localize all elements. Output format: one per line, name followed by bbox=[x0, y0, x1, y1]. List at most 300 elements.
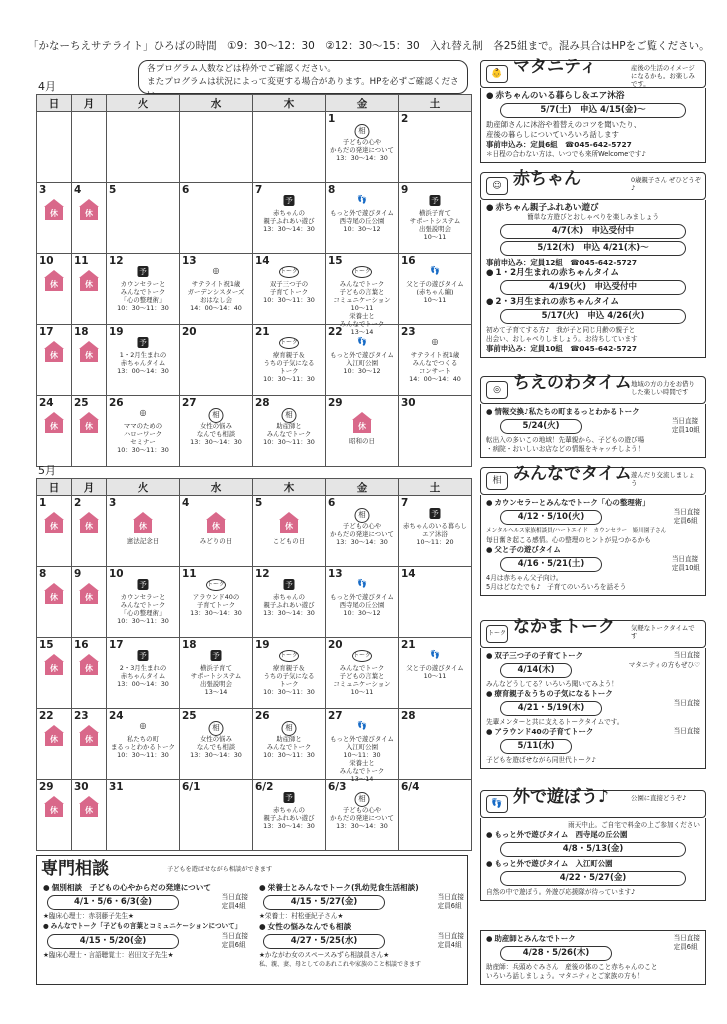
day-number: 2 bbox=[401, 113, 409, 125]
reservation-icon: 予 bbox=[139, 267, 147, 276]
closed-label: 休 bbox=[80, 804, 98, 817]
event-text: 女性の悩み なんでも相談 13：30～14：30 bbox=[190, 735, 242, 759]
day-number: 27 bbox=[328, 710, 343, 722]
calendar-week bbox=[37, 638, 472, 709]
event-text: もっと外で遊びタイム 入江町公園 10～11：30 栄養士と みんなでトーク 13～14 bbox=[330, 735, 394, 783]
day-number: 22 bbox=[328, 326, 343, 338]
calendar-day bbox=[399, 780, 472, 851]
weekday-header: 水 bbox=[180, 479, 253, 496]
april-calendar bbox=[36, 94, 472, 467]
section-sub: 0歳親子さん ぜひどうぞ♪ bbox=[631, 176, 702, 192]
day-number: 8 bbox=[39, 568, 47, 580]
section-title: なかまトーク bbox=[513, 617, 615, 637]
senmon-left bbox=[43, 882, 248, 960]
calendar-day bbox=[37, 183, 72, 254]
weekday-header: 木 bbox=[253, 479, 326, 496]
day-number: 24 bbox=[39, 397, 54, 409]
desc-line: 子どもを遊ばせながら同世代トーク♪ bbox=[486, 756, 596, 764]
talk-icon: トーク bbox=[206, 579, 226, 591]
consult-icon: 相 bbox=[486, 472, 508, 490]
event-text: もっと外で遊びタイム 西寺尾の丘公園 10：30～12 bbox=[330, 593, 394, 617]
desc-line: 毎日奮き起こる感情。心の整理のヒントが見つかるかも bbox=[486, 536, 651, 544]
consultation-icon: 相 bbox=[209, 721, 224, 736]
minna-section bbox=[480, 464, 706, 596]
calendar-day bbox=[72, 112, 107, 183]
calendar-day bbox=[107, 496, 180, 567]
date-pill: 4/27・5/25(水) bbox=[263, 934, 385, 949]
weekday-header: 金 bbox=[326, 95, 399, 112]
calendar-day bbox=[180, 638, 253, 709]
footprints-icon: 👣 bbox=[357, 337, 367, 346]
program-title: ● もっと外で遊びタイム 西寺尾の丘公園 bbox=[486, 830, 700, 840]
program-title: ● 1・2月生まれの赤ちゃんタイム bbox=[486, 268, 700, 278]
event-text: 双子三つ子の 子育てトーク 10：30～11：30 bbox=[263, 280, 315, 304]
capacity-note: 当日直接 定員4組 bbox=[437, 932, 464, 949]
calendar-week bbox=[37, 325, 472, 396]
may-label: 5月 bbox=[38, 464, 56, 477]
calendar-day bbox=[326, 780, 399, 851]
section-sub: 産後の生活のイメージになるかも。お楽しみです。 bbox=[631, 64, 695, 88]
day-number: 6/3 bbox=[328, 781, 347, 793]
calendar-day bbox=[180, 496, 253, 567]
day-number: 6/4 bbox=[401, 781, 420, 793]
date-pill: 4/1・5/6・6/3(金) bbox=[47, 895, 179, 910]
staff: ★臨床心理士：赤羽藤子先生★ bbox=[43, 912, 134, 920]
calendar-day bbox=[37, 780, 72, 851]
calendar-day bbox=[72, 254, 107, 325]
calendar-day bbox=[37, 638, 72, 709]
closed-house-icon bbox=[44, 341, 64, 363]
event-text: 父と子の遊びタイム (赤ちゃん編) 10～11 bbox=[406, 280, 464, 304]
date-pill: 5/17(火) 申込 4/26(火) bbox=[500, 309, 686, 324]
day-number: 8 bbox=[328, 184, 336, 196]
event-text: 女性の悩み なんでも相談 13：30～14：30 bbox=[190, 422, 242, 446]
calendar-day bbox=[37, 396, 72, 467]
calendar-day bbox=[399, 112, 472, 183]
section-title: みんなでタイム bbox=[513, 464, 632, 484]
calendar-day bbox=[253, 638, 326, 709]
desc-line: みんなどうしてる？いろいろ聞いてみよう！ bbox=[486, 680, 618, 688]
day-number: 13 bbox=[328, 568, 343, 580]
calendar-day bbox=[180, 709, 253, 780]
calendar-day bbox=[253, 496, 326, 567]
closed-house-icon bbox=[279, 512, 299, 534]
closed-label: 休 bbox=[45, 420, 63, 433]
staff: ★臨床心理士・言語聴覚士：岩田文子先生★ bbox=[43, 951, 174, 959]
day-number: 25 bbox=[74, 397, 89, 409]
calendar-day bbox=[326, 396, 399, 467]
section-note: 子どもを遊ばせながら相談ができます bbox=[167, 866, 273, 873]
desc-line: 4月は赤ちゃん父子向け。 bbox=[486, 574, 563, 582]
calendar-day bbox=[326, 183, 399, 254]
calendar-week bbox=[37, 112, 472, 183]
day-number: 7 bbox=[255, 184, 263, 196]
program-title: ● 情報交換♪私たちの町まるっとわかるトーク bbox=[486, 407, 700, 417]
closed-house-icon bbox=[79, 725, 99, 747]
rings-icon: ◎ bbox=[431, 337, 439, 346]
consultation-icon: 相 bbox=[282, 721, 297, 736]
day-number: 5 bbox=[109, 184, 117, 196]
closed-house-icon bbox=[79, 270, 99, 292]
day-number: 1 bbox=[39, 497, 47, 509]
event-text: ママのための ハローワーク セミナー 10：30～11：30 bbox=[117, 422, 169, 454]
event-text: サテライト祝1歳 ガーデンシスターズ おはなし会 14：00～14：40 bbox=[187, 280, 245, 312]
program-title: ● 赤ちゃん親子ふれあい遊び bbox=[486, 203, 700, 213]
desc-line: 助産師：兵頭めぐみさん 産後の体のこと赤ちゃんのこと bbox=[486, 963, 658, 971]
calendar-week bbox=[37, 396, 472, 467]
closed-label: 休 bbox=[45, 804, 63, 817]
program-title: ● 女性の悩みなんでも相談 bbox=[259, 921, 464, 932]
day-number: 12 bbox=[255, 568, 270, 580]
calendar-day bbox=[399, 183, 472, 254]
event-text: 赤ちゃんのいる暮らし エア沐浴 10～11：20 bbox=[403, 522, 467, 546]
calendar-day bbox=[180, 325, 253, 396]
section-title: マタニティ bbox=[513, 57, 597, 77]
day-number: 14 bbox=[255, 255, 270, 267]
capacity-note: 当日直接 定員10組 bbox=[671, 417, 700, 434]
footprints-icon: 👣 bbox=[430, 650, 440, 659]
closed-label: 休 bbox=[45, 207, 63, 220]
day-number: 22 bbox=[39, 710, 54, 722]
day-number: 27 bbox=[182, 397, 197, 409]
calendar-day bbox=[253, 183, 326, 254]
day-number: 7 bbox=[401, 497, 409, 509]
calendar-day bbox=[326, 638, 399, 709]
section-sub: 地域の方の力をお借りした楽しい時間です bbox=[631, 380, 695, 396]
day-number: 17 bbox=[39, 326, 54, 338]
consultation-icon: 相 bbox=[355, 792, 370, 807]
event-text: 私たちの町 まるっとわかるトーク 10：30～11：30 bbox=[111, 735, 175, 759]
day-number: 6 bbox=[328, 497, 336, 509]
closed-label: 休 bbox=[80, 520, 98, 533]
closed-house-icon bbox=[79, 512, 99, 534]
weekday-header: 日 bbox=[37, 95, 72, 112]
notice-line: 各プログラム人数などは枠外でご確認ください。 bbox=[147, 64, 336, 74]
day-number: 30 bbox=[74, 781, 89, 793]
date-pill: 4/15・5/27(金) bbox=[263, 895, 385, 910]
calendar-day bbox=[399, 567, 472, 638]
day-number: 19 bbox=[109, 326, 124, 338]
calendar-day bbox=[107, 638, 180, 709]
day-number: 11 bbox=[182, 568, 197, 580]
event-text: 子どもの心や からだの発達について 13：30～14：30 bbox=[330, 522, 394, 546]
day-number: 26 bbox=[109, 397, 124, 409]
day-number: 29 bbox=[39, 781, 54, 793]
day-number: 24 bbox=[109, 710, 124, 722]
event-text: カウンセラーと みんなでトーク 「心の整理術」 10：30～11：30 bbox=[117, 593, 169, 625]
day-number: 14 bbox=[401, 568, 416, 580]
day-number: 17 bbox=[109, 639, 124, 651]
calendar-day bbox=[326, 709, 399, 783]
day-number: 28 bbox=[401, 710, 416, 722]
capacity-note: 当日直接 bbox=[673, 727, 700, 735]
closed-house-icon bbox=[79, 796, 99, 818]
calendar-day bbox=[107, 112, 180, 183]
desc-line: 産後の暮らしについていろいろ話します bbox=[486, 130, 619, 139]
closed-house-icon bbox=[79, 412, 99, 434]
event-text: カウンセラーと みんなでトーク 「心の整理術」 10：30～11：30 bbox=[117, 280, 169, 312]
calendar-day bbox=[180, 567, 253, 638]
reservation-icon: 予 bbox=[212, 651, 220, 660]
closed-house-icon bbox=[133, 512, 153, 534]
closed-house-icon bbox=[79, 654, 99, 676]
calendar-day bbox=[326, 496, 399, 567]
calendar-day bbox=[399, 496, 472, 567]
josanshi-section bbox=[480, 930, 706, 985]
day-number: 16 bbox=[401, 255, 416, 267]
calendar-day bbox=[107, 183, 180, 254]
calendar-day bbox=[180, 780, 253, 851]
day-number: 6/2 bbox=[255, 781, 274, 793]
senmon-right bbox=[259, 882, 464, 969]
staff: ★栄養士：村松亜紀子さん★ bbox=[259, 912, 344, 920]
section-title: 専門相談 bbox=[41, 859, 109, 879]
section-sub: 公園に直接どうぞ♪ bbox=[631, 794, 687, 802]
closed-house-icon bbox=[44, 583, 64, 605]
calendar-day bbox=[72, 567, 107, 638]
day-number: 10 bbox=[39, 255, 54, 267]
calendar-day bbox=[107, 709, 180, 780]
calendar-day bbox=[180, 254, 253, 325]
weekday-header: 火 bbox=[107, 95, 180, 112]
day-number: 20 bbox=[182, 326, 197, 338]
date-pill: 4/21・5/19(木) bbox=[500, 701, 602, 716]
date-pill: 5/24(火) bbox=[500, 419, 582, 434]
calendar-day bbox=[253, 325, 326, 396]
closed-house-icon bbox=[44, 796, 64, 818]
closed-label: 休 bbox=[80, 591, 98, 604]
calendar-day bbox=[253, 780, 326, 851]
event-text: 横浜子育て サポートシステム 出張説明会 13～14 bbox=[190, 664, 242, 696]
day-number: 31 bbox=[109, 781, 124, 793]
capacity-note: 当日直接 bbox=[673, 699, 700, 707]
staff: ★かながわ女のスペースみずら相談員さん★ bbox=[259, 951, 390, 959]
day-number: 21 bbox=[255, 326, 270, 338]
event-text: 子どもの心や からだの発達について 13：30～14：30 bbox=[330, 138, 394, 162]
day-number: 20 bbox=[328, 639, 343, 651]
capacity-note: 当日直接 定員4組 bbox=[221, 893, 248, 910]
date-pill: 4/14(木) bbox=[500, 663, 572, 678]
footprints-icon: 👣 bbox=[486, 795, 508, 813]
day-number: 4 bbox=[74, 184, 82, 196]
event-text: みんなでトーク 子どもの言葉と コミュニケーション 10～11 bbox=[333, 664, 391, 696]
program-title: ● アラウンド40の子育てトーク bbox=[486, 727, 593, 737]
day-number: 15 bbox=[328, 255, 343, 267]
event-text: アラウンド40の 子育てトーク 13：30～14：30 bbox=[190, 593, 242, 617]
notice-line: またプログラムは状況によって変更する場合があります。HPを必ずご確認くださ bbox=[147, 77, 459, 87]
weekday-header: 土 bbox=[399, 479, 472, 496]
footprints-icon: 👣 bbox=[357, 579, 367, 588]
rings-icon: ◎ bbox=[139, 408, 147, 417]
program-title: ● 療育親子＆うちの子気になるトーク bbox=[486, 689, 613, 699]
closed-label: 休 bbox=[45, 520, 63, 533]
calendar-day bbox=[107, 780, 180, 851]
baby-section bbox=[480, 169, 706, 358]
footer: 事前申込み：定員6組 ☎045-642-5727 bbox=[486, 140, 632, 149]
capacity-note: 当日直接 定員6組 bbox=[221, 932, 248, 949]
closed-house-icon bbox=[79, 583, 99, 605]
event-text: 療育親子＆ うちの子気になる トーク 10：30～11：30 bbox=[263, 664, 315, 696]
calendar-day bbox=[326, 112, 399, 183]
program-title: ● 父と子の遊びタイム bbox=[486, 545, 700, 555]
calendar-week bbox=[37, 780, 472, 851]
program-title: ● 栄養士とみんなでトーク(乳幼児食生活相談) bbox=[259, 882, 464, 893]
day-number: 2 bbox=[74, 497, 82, 509]
event-text: 助産師と みんなでトーク 10：30～11：30 bbox=[263, 735, 315, 759]
calendar-day bbox=[326, 325, 399, 396]
day-number: 6/1 bbox=[182, 781, 201, 793]
calendar-day bbox=[37, 567, 72, 638]
desc-line: 出会い、おしゃべりしましょう。お待ちしています bbox=[486, 335, 638, 343]
reservation-icon: 予 bbox=[285, 196, 293, 205]
calendar-day bbox=[399, 709, 472, 780]
day-number: 13 bbox=[182, 255, 197, 267]
event-text: みんなでトーク 子どもの言葉と コミュニケーション 10～11 栄養士と みんなでトーク 13～14 bbox=[333, 280, 391, 336]
talk-icon: トーク bbox=[352, 650, 372, 662]
closed-house-icon bbox=[206, 512, 226, 534]
date-pill: 5/11(水) bbox=[500, 739, 572, 754]
calendar-day bbox=[72, 780, 107, 851]
weekday-header: 木 bbox=[253, 95, 326, 112]
notice-box bbox=[138, 60, 468, 94]
footprints-icon: 👣 bbox=[357, 195, 367, 204]
capacity-note: 当日直接 定員10組 bbox=[671, 555, 700, 572]
closed-label: 休 bbox=[80, 662, 98, 675]
calendar-day bbox=[72, 496, 107, 567]
calendar-day bbox=[253, 112, 326, 183]
desc-line: いろいろ話しましょう。マタニティとご家族の方も！ bbox=[486, 972, 644, 980]
closed-label: 休 bbox=[207, 520, 225, 533]
calendar-day bbox=[107, 254, 180, 325]
closed-label: 休 bbox=[280, 520, 298, 533]
footprints-icon: 👣 bbox=[357, 721, 367, 730]
program-title: ● カウンセラーとみんなでトーク「心の整理術」 bbox=[486, 498, 700, 508]
section-sub: 気軽なトークタイムです bbox=[631, 624, 695, 640]
date-pill: 5/12(木) 申込 4/21(木)～ bbox=[500, 241, 686, 256]
event-text: サテライト祝1歳 みんなでつくる コンサート 14：00～14：40 bbox=[409, 351, 461, 383]
desc-line: 5月はどなたでも♪ 子育てのいろいろを話そう bbox=[486, 583, 627, 591]
calendar-day bbox=[253, 396, 326, 467]
closed-label: 休 bbox=[45, 349, 63, 362]
calendar-day bbox=[107, 325, 180, 396]
day-number: 19 bbox=[255, 639, 270, 651]
closed-label: 休 bbox=[353, 420, 371, 433]
calendar-week bbox=[37, 183, 472, 254]
closed-label: 休 bbox=[80, 733, 98, 746]
calendar-day bbox=[37, 496, 72, 567]
closed-label: 休 bbox=[134, 520, 152, 533]
holiday-name: 憲法記念日 bbox=[126, 537, 160, 545]
date-pill: 5/7(土) 申込 4/15(金)～ bbox=[500, 103, 686, 118]
event-text: 赤ちゃんの 親子ふれあい遊び 13：30～14：30 bbox=[263, 806, 315, 830]
event-text: 療育親子＆ うちの子気になる トーク 10：30～11：30 bbox=[263, 351, 315, 383]
desc-line: マタニティの方もぜひ♡ bbox=[628, 661, 700, 669]
consultation-icon: 相 bbox=[282, 408, 297, 423]
calendar-day bbox=[37, 112, 72, 183]
reservation-icon: 予 bbox=[285, 793, 293, 802]
desc-line: 助産師さんに沐浴や着替えのコツを聞いたり、 bbox=[486, 120, 642, 129]
calendar-day bbox=[107, 567, 180, 638]
desc-line: 転出入の多いこの地域！先輩親から、子どもの遊び場 bbox=[486, 436, 645, 444]
section-title: ちえのわタイム bbox=[513, 373, 632, 393]
rings-icon: ◎ bbox=[139, 721, 147, 730]
date-pill: 4/12・5/10(火) bbox=[500, 510, 602, 525]
reservation-icon: 予 bbox=[139, 338, 147, 347]
footer-note: ＊日程の合わない方は、いつでも来所Welcomeです♪ bbox=[486, 150, 646, 158]
event-text: 1・2月生まれの 赤ちゃんタイム 13：00～14：30 bbox=[117, 351, 169, 375]
capacity-note: 当日直接 bbox=[673, 651, 700, 659]
reservation-icon: 予 bbox=[431, 509, 439, 518]
april-label: 4月 bbox=[38, 80, 56, 93]
day-number: 23 bbox=[401, 326, 416, 338]
program-title: ● 個別相談 子どもの心やからだの発達について bbox=[43, 882, 248, 893]
capacity-note: 当日直接 定員6組 bbox=[673, 934, 700, 951]
footer: 自然の中で遊ぼう。外遊び応援隊が待っています♪ bbox=[486, 888, 636, 896]
program-title: ● 2・3月生まれの赤ちゃんタイム bbox=[486, 297, 700, 307]
capacity-note: 当日直接 定員6組 bbox=[673, 508, 700, 525]
date-pill: 4/28・5/26(木) bbox=[500, 946, 612, 961]
senmon-section bbox=[36, 855, 468, 985]
closed-house-icon bbox=[44, 512, 64, 534]
header-text: 「かなーちえサテライト」ひろばの時間 ①9：30～12：30 ②12：30～15：30 入れ替え制 各25組まで。混み具合はHPをご覧ください。 bbox=[28, 40, 710, 52]
calendar-day bbox=[180, 396, 253, 467]
section-sub: 遊んだり交流しましょう bbox=[631, 471, 695, 487]
talk-icon: トーク bbox=[279, 650, 299, 662]
footer: 事前申込み：定員10組 ☎045-642-5727 bbox=[486, 344, 637, 353]
footer: 事前申込み：定員12組 ☎045-642-5727 bbox=[486, 258, 637, 267]
talk-icon: トーク bbox=[486, 625, 508, 643]
calendar-day bbox=[253, 709, 326, 780]
closed-label: 休 bbox=[45, 278, 63, 291]
day-number: 26 bbox=[255, 710, 270, 722]
program-title: ● 助産師とみんなでトーク bbox=[486, 934, 576, 952]
weekday-header: 日 bbox=[37, 479, 72, 496]
section-title: 赤ちゃん bbox=[513, 169, 581, 189]
reservation-icon: 予 bbox=[139, 580, 147, 589]
day-number: 9 bbox=[401, 184, 409, 196]
calendar-day bbox=[180, 183, 253, 254]
desc-line: ・病院・おいしいお店などの情報をキャッチしよう！ bbox=[486, 445, 645, 453]
closed-house-icon bbox=[44, 725, 64, 747]
closed-house-icon bbox=[352, 412, 372, 434]
day-number: 1 bbox=[328, 113, 336, 125]
day-number: 16 bbox=[74, 639, 89, 651]
capacity-note: 当日直接 定員6組 bbox=[437, 893, 464, 910]
calendar-day bbox=[72, 183, 107, 254]
closed-house-icon bbox=[44, 270, 64, 292]
weekday-header: 金 bbox=[326, 479, 399, 496]
rings-icon: ◎ bbox=[212, 266, 220, 275]
day-number: 6 bbox=[182, 184, 190, 196]
event-text: 2・3月生まれの 赤ちゃんタイム 13：00～14：30 bbox=[117, 664, 169, 688]
soto-section bbox=[480, 787, 706, 901]
weekday-header: 火 bbox=[107, 479, 180, 496]
calendar-day bbox=[253, 567, 326, 638]
program-title: ● みんなでトーク「子どもの言葉とコミュニケーションについて」 bbox=[43, 921, 248, 932]
day-number: 3 bbox=[39, 184, 47, 196]
day-number: 30 bbox=[401, 397, 416, 409]
day-number: 18 bbox=[182, 639, 197, 651]
date-pill: 4/19(火) 申込受付中 bbox=[500, 280, 686, 295]
day-number: 15 bbox=[39, 639, 54, 651]
closed-label: 休 bbox=[80, 420, 98, 433]
date-pill: 4/7(木) 申込受付中 bbox=[500, 224, 686, 239]
closed-label: 休 bbox=[80, 349, 98, 362]
talk-icon: トーク bbox=[352, 266, 372, 278]
day-number: 21 bbox=[401, 639, 416, 651]
maternity-section bbox=[480, 57, 706, 163]
event-text: 赤ちゃんの 親子ふれあい遊び 13：30～14：30 bbox=[263, 209, 315, 233]
